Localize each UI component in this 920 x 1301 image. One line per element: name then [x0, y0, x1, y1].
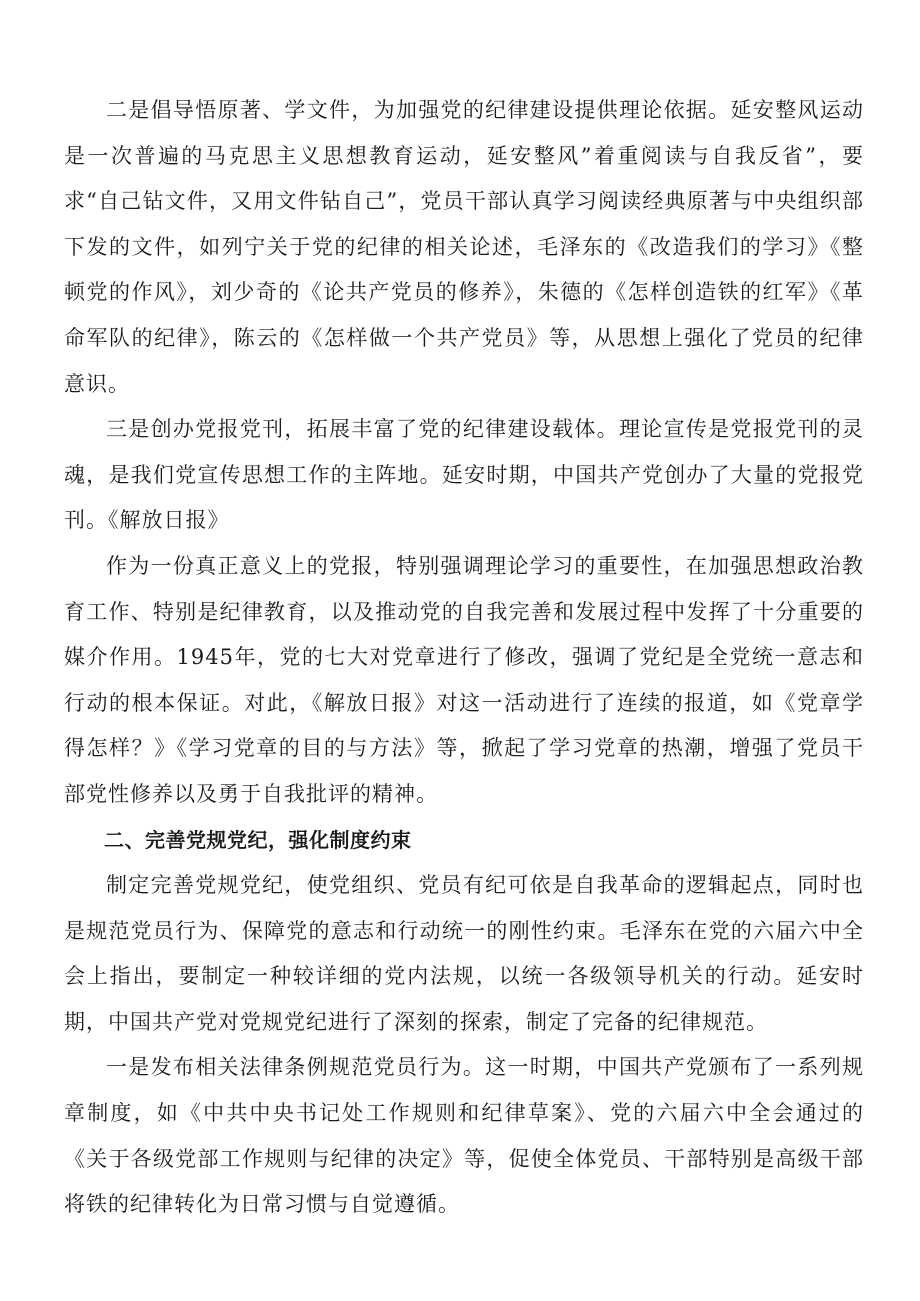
paragraph-study-documents: 二是倡导悟原著、学文件，为加强党的纪律建设提供理论依据。延安整风运动是一次普遍的马克思主义思想教育运动，延安整风”着重阅读与自我反省”，要求“自己钻文件，又用文件钻自己”，党员干部认真学习阅读经典原著与中央组织部下发的文件，如列宁关于党的纪律的相关论述，毛泽东的《改造我们的学习》《整顿党的作风》，刘少奇的《论共产党员的修养》，朱德的《怎样创造铁的红军》《革命军队的纪律》，陈云的《怎样做一个共产党员》等，从思想上强化了党员的纪律意识。 [64, 98, 864, 396]
paragraph-party-rules: 制定完善党规党纪，使党组织、党员有纪可依是自我革命的逻辑起点，同时也是规范党员行为、保障党的意志和行动统一的刚性约束。毛泽东在党的六届六中全会上指出，要制定一种较详细的党内法规，以统一各级领导机关的行动。延安时期，中国共产党对党规党纪进行了深刻的探索，制定了完备的纪律规范。 [64, 873, 864, 1034]
paragraph-liberation-daily: 作为一份真正意义上的党报，特别强调理论学习的重要性，在加强思想政治教育工作、特别是纪律教育，以及推动党的自我完善和发展过程中发挥了十分重要的媒介作用。1945年，党的七大对党章进行了修改，强调了党纪是全党统一意志和行动的根本保证。对此，《解放日报》对这一活动进行了连续的报道，如《党章学得怎样？》《学习党章的目的与方法》等，掀起了学习党章的热潮，增强了党员干部党性修养以及勇于自我批评的精神。 [64, 553, 864, 806]
paragraph-regulations: 一是发布相关法律条例规范党员行为。这一时期，中国共产党颁布了一系列规章制度，如《中共中央书记处工作规则和纪律草案》、党的六届六中全会通过的《关于各级党部工作规则与纪律的决定》等，促使全体党员、干部特别是高级干部将铁的纪律转化为日常习惯与自觉遵循。 [64, 1055, 864, 1217]
paragraph-party-newspapers: 三是创办党报党刊，拓展丰富了党的纪律建设载体。理论宣传是党报党刊的灵魂，是我们党宣传思想工作的主阵地。延安时期，中国共产党创办了大量的党报党刊。《解放日报》 [64, 417, 864, 533]
section-heading: 二、完善党规党纪，强化制度约束 [104, 827, 412, 852]
